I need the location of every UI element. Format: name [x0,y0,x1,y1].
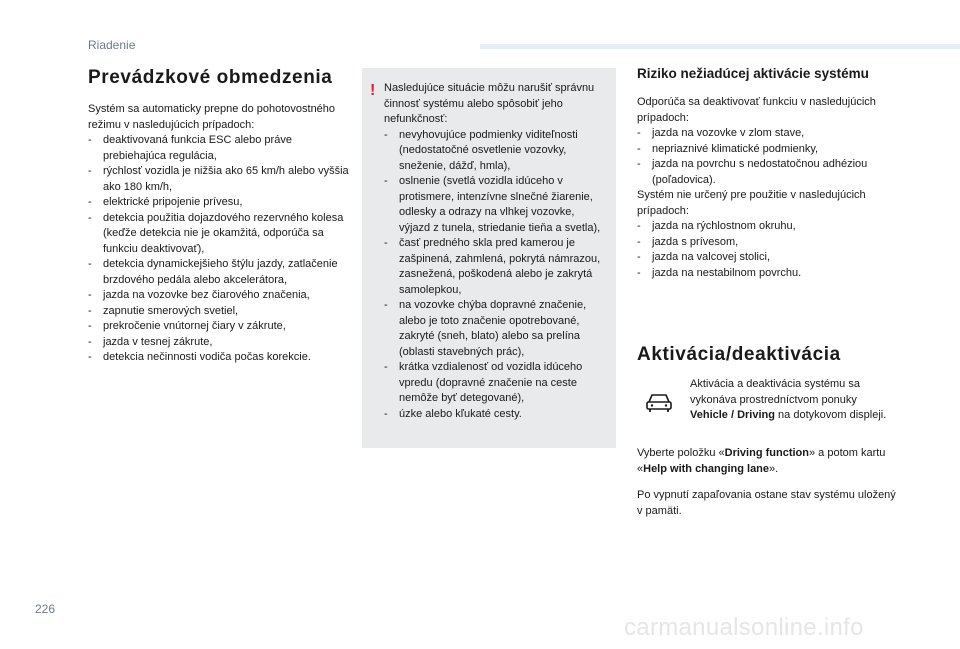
list-item: - detekcia dynamickejšieho štýlu jazdy, zatlačenie brzdového pedála alebo akcelerátora, [88,257,350,288]
not-designed-intro: Systém nie určený pre použitie v nasledujúcich prípadoch: [637,189,866,217]
activation-text-post: na dotykovom displeji. [774,409,887,421]
operating-limits-intro: Systém sa automaticky prepne do pohotovostného režimu v nasledujúcich prípadoch: [88,103,336,131]
page-number: 226 [35,602,56,616]
list-item: - nepriaznivé klimatické podmienky, [637,142,897,158]
list-item: - nevyhovujúce podmienky viditeľnosti (nedostatočné osvetlenie vozovky, sneženie, dážď, hmla), [384,128,608,175]
column-risk-activation [637,66,897,519]
activation-row [637,377,897,437]
select-pre: Vyberte položku « [637,447,725,459]
menu-path: Vehicle / Driving [690,409,775,421]
warning-icon: ! [370,82,376,99]
list-item: - jazda na povrchu s nedostatočnou adhéziou (poľadovica). [637,157,897,188]
select-mid: » a potom kartu « [637,447,886,475]
header-bar [480,44,960,49]
operating-limits-title: Prevádzkové obmedzenia [88,67,333,88]
list-item: - časť predného skla pred kamerou je zašpinená, zahmlená, pokrytá námrazou, zasnežená, poškodená alebo je zakrytá samolepkou, [384,236,608,298]
section-header: Riadenie [88,38,136,52]
list-item: - jazda na vozovke v zlom stave, [637,126,897,142]
list-item: - krátka vzdialenosť od vozidla idúceho vpredu (dopravné značenie na ceste nemôže byť detegované), [384,360,608,407]
risk-intro: Odporúča sa deaktivovať funkciu v nasledujúcich prípadoch: [637,96,876,124]
list-item: - detekcia použitia dojazdového rezervného kolesa (keďže detekcia nie je okamžitá, odporúča sa funkciu deaktivovať), [88,211,350,258]
list-item: - na vozovke chýba dopravné značenie, alebo je toto značenie opotrebované, zakryté (sneh, blato) alebo sa prelína (oblasti stavebných prác), [384,298,608,360]
driving-function-label: Driving function [724,447,809,459]
warning-list [384,128,608,423]
not-designed-list [637,219,897,281]
column-operating-limits [88,66,350,366]
car-icon [645,391,673,415]
list-item: - deaktivovaná funkcia ESC alebo práve prebiehajúca regulácia, [88,133,350,164]
activation-text-pre: Aktivácia a deaktivácia systému sa vykonáva prostredníctvom ponuky [690,378,860,406]
list-item: - jazda s prívesom, [637,235,897,251]
activation-title: Aktivácia/deaktivácia [637,344,841,365]
help-changing-lane-label: Help with changing lane [643,462,770,475]
warning-box [362,68,616,448]
operating-limits-list [88,133,350,366]
memory-note: Po vypnutí zapaľovania ostane stav systému uložený v pamäti. [637,489,896,517]
select-post: ». [769,462,779,475]
risk-list [637,126,897,188]
list-item: - zapnutie smerových svetiel, [88,304,350,320]
watermark: carmanualsonline.info [624,614,864,641]
warning-text [384,81,608,422]
list-item: - detekcia nečinnosti vodiča počas korekcie. [88,350,350,366]
activation-text [690,377,897,424]
list-item: - elektrické pripojenie prívesu, [88,195,350,211]
list-item: - úzke alebo kľukaté cesty. [384,407,608,423]
list-item: - jazda na vozovke bez čiarového značenia, [88,288,350,304]
list-item: - jazda v tesnej zákrute, [88,335,350,351]
select-instruction [637,446,897,477]
risk-title: Riziko nežiadúcej aktivácie systému [637,66,869,81]
list-item: - jazda na rýchlostnom okruhu, [637,219,897,235]
list-item: - oslnenie (svetlá vozidla idúceho v protismere, intenzívne slnečné žiarenie, odlesky a odrazy na vlhkej vozovke, výjazd z tunela, striedanie tieňa a svetla), [384,174,608,236]
warning-intro: Nasledujúce situácie môžu narušiť správnu činnosť systému alebo spôsobiť jeho nefunkčnosť: [384,82,595,125]
list-item: - jazda na nestabilnom povrchu. [637,266,897,282]
list-item: - jazda na valcovej stolici, [637,250,897,266]
list-item: - prekročenie vnútornej čiary v zákrute, [88,319,350,335]
list-item: - rýchlosť vozidla je nižšia ako 65 km/h alebo vyššia ako 180 km/h, [88,164,350,195]
